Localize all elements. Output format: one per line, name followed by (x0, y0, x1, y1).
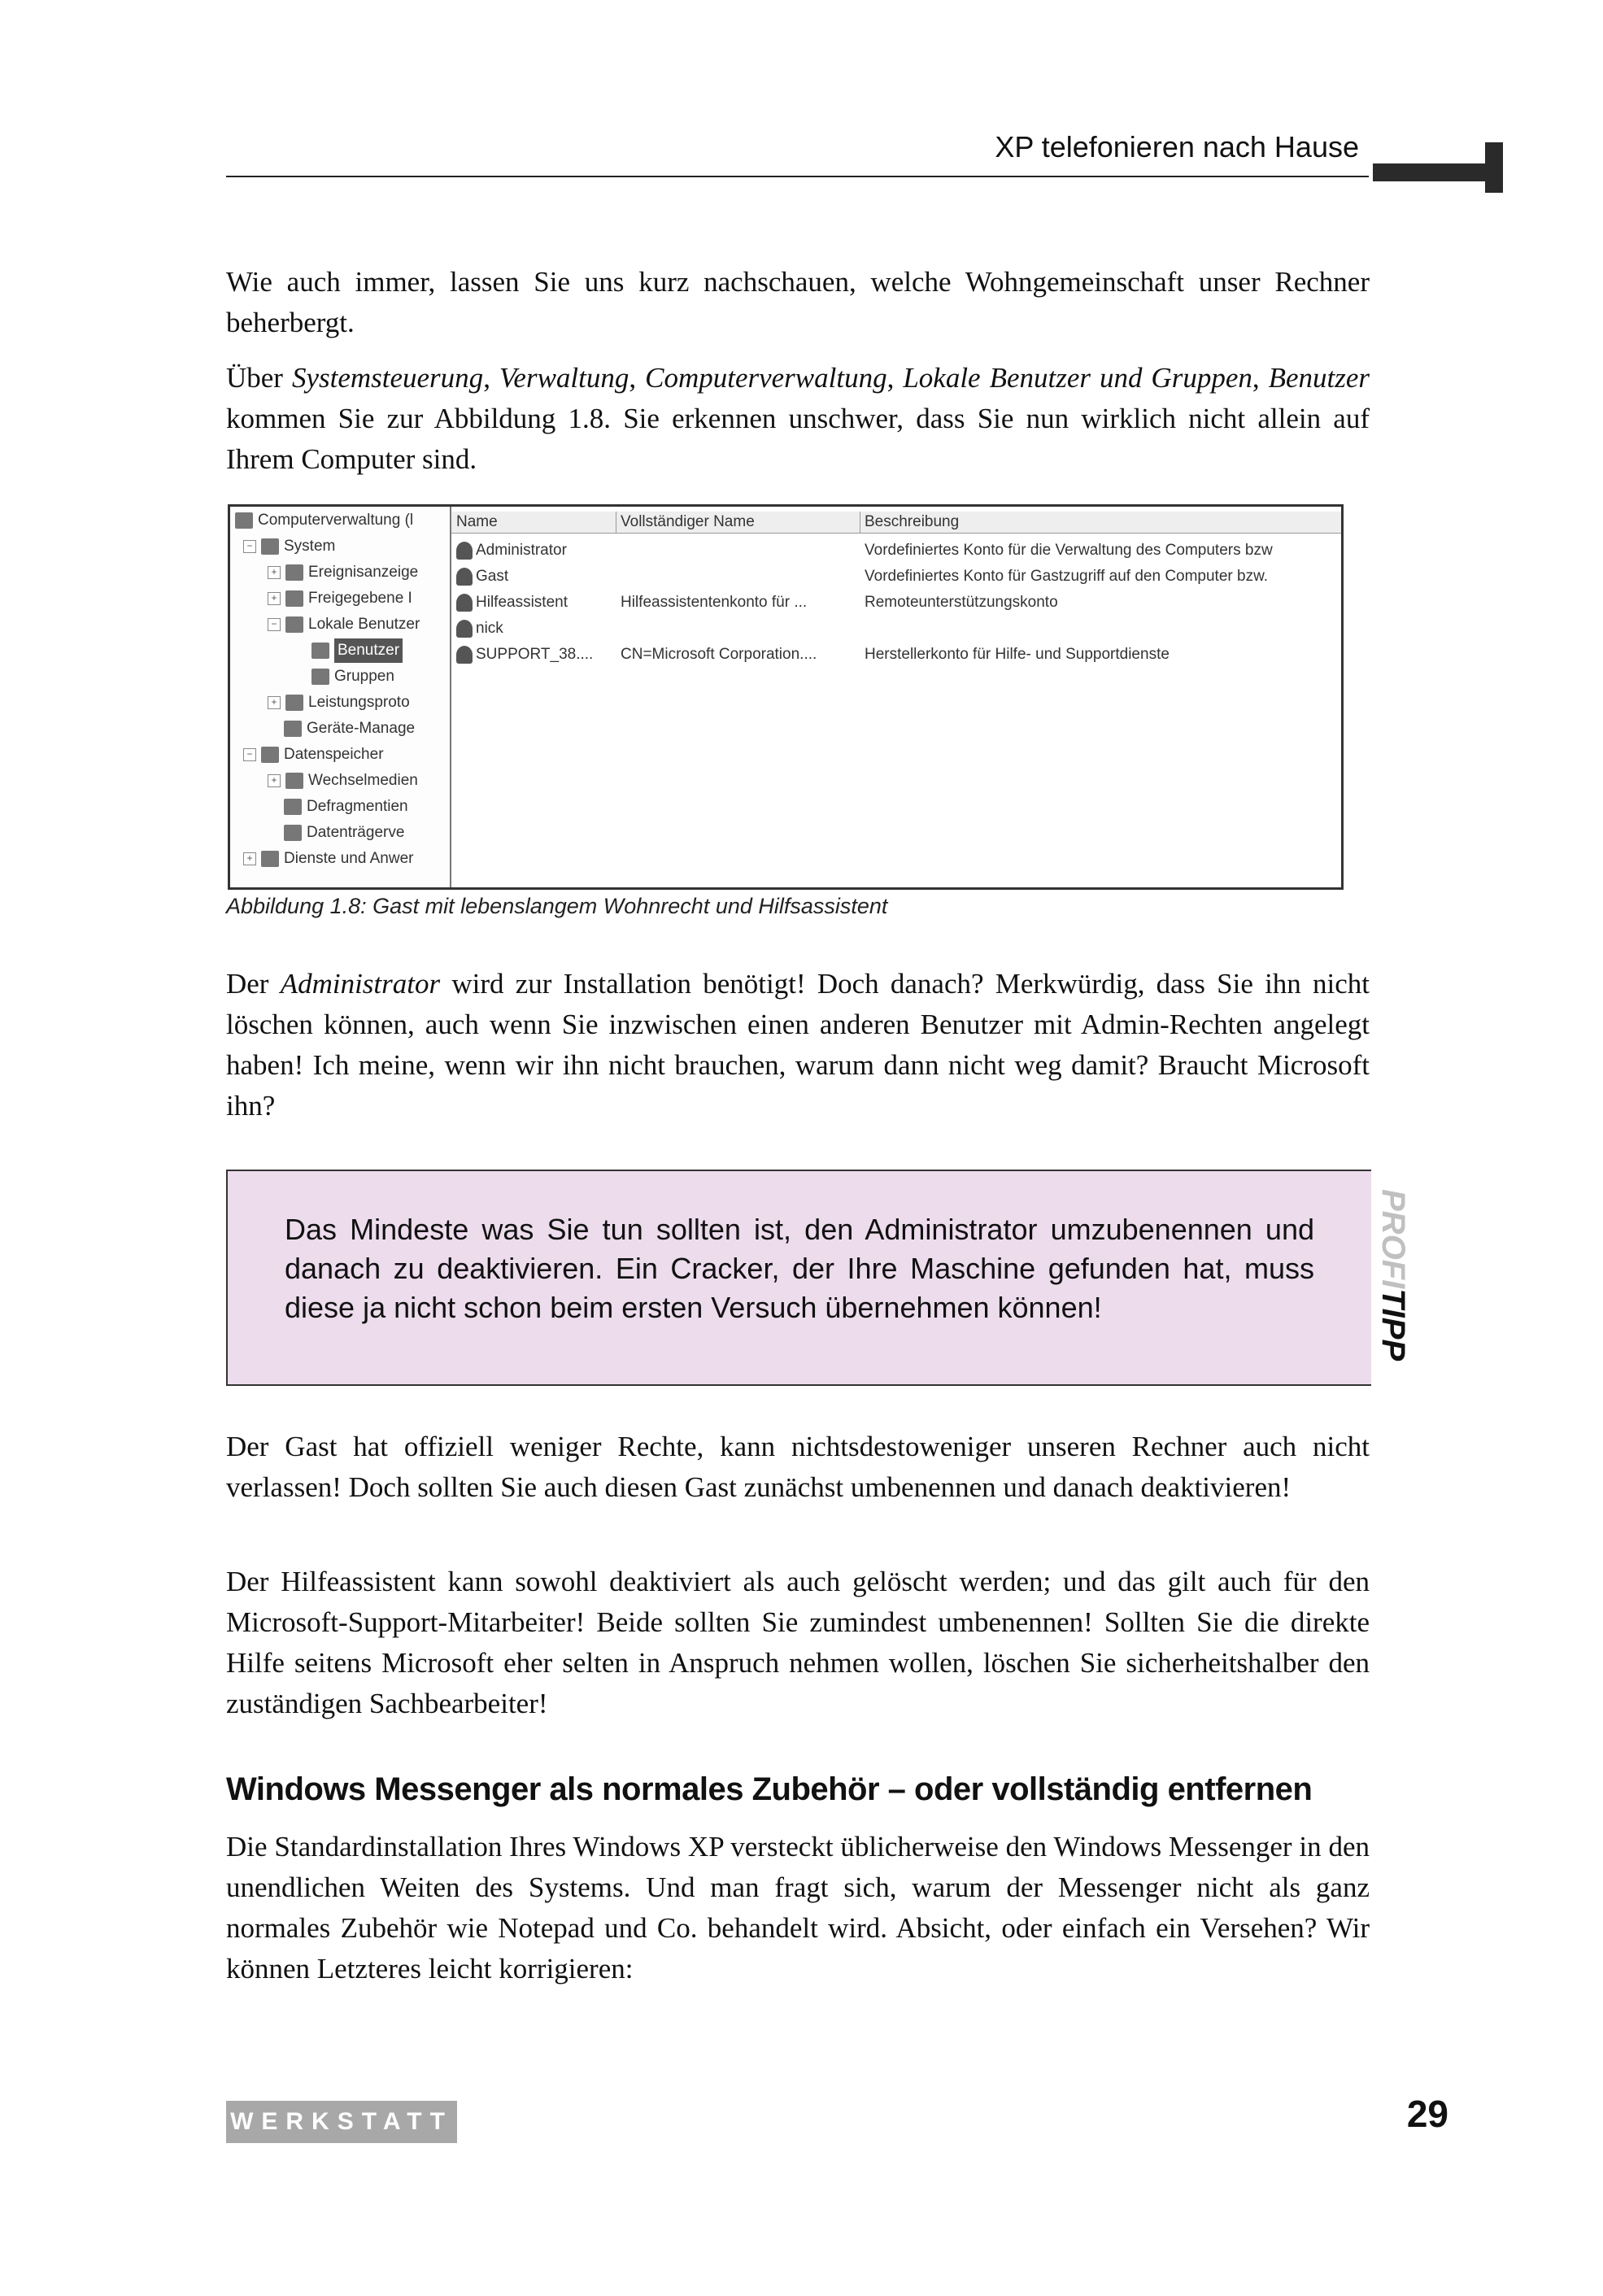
italic-term: Lokale Benutzer und Gruppen (903, 362, 1252, 394)
removable-media-icon (285, 773, 303, 789)
user-name: Gast (476, 568, 509, 585)
tree-label: Gruppen (334, 668, 394, 685)
table-row[interactable] (451, 538, 1341, 564)
section-heading: Windows Messenger als normales Zubehör – oder vollständig entfernen (226, 1771, 1313, 1807)
column-header-name[interactable]: Name (451, 512, 616, 533)
collapse-icon[interactable]: − (243, 748, 256, 761)
italic-term: Administrator (280, 968, 441, 1000)
tree-item-event-viewer[interactable] (268, 560, 418, 585)
paragraph-path (226, 358, 1370, 480)
header-bar (1373, 163, 1488, 181)
text-run: , (1252, 362, 1269, 394)
user-icon (456, 646, 473, 664)
tree-label: System (284, 538, 336, 555)
user-name: Hilfeassistent (476, 594, 568, 611)
disk-icon (284, 825, 302, 841)
cell-fullname: CN=Microsoft Corporation.... (621, 646, 817, 663)
text-run: Über (226, 362, 292, 394)
tree-item-defragment[interactable] (284, 795, 408, 819)
cell-description: Herstellerkonto für Hilfe- und Supportdienste (865, 646, 1170, 663)
figure-caption: Abbildung 1.8: Gast mit lebenslangem Wohnrecht und Hilfsassistent (226, 894, 888, 918)
tip-label-profi: PROFI (1375, 1189, 1411, 1289)
folder-icon (285, 590, 303, 607)
expand-icon[interactable]: + (268, 592, 281, 605)
header-rule (226, 176, 1369, 177)
tree-label: Benutzer (334, 638, 403, 663)
page-number: 29 (1406, 2093, 1448, 2135)
tree-pane (230, 507, 451, 887)
paragraph-messenger: Die Standardinstallation Ihres Windows XP versteckt üblicherweise den Windows Messenger in den unendlichen Weiten des Systems. Und man fragt sich, warum der Messenger nicht als ganz normales Zubehör wie Notepad und Co. behandelt wird. Absicht, oder einfach ein Versehen? Wir können Letzteres leicht korrigieren: (226, 1831, 1370, 1984)
tree-item-shared-folders[interactable] (268, 586, 412, 611)
figure-screenshot (228, 504, 1344, 890)
tree-label: Computerverwaltung (l (258, 512, 414, 529)
column-header-description[interactable]: Beschreibung (865, 513, 960, 530)
cell-description: Vordefiniertes Konto für die Verwaltung des Computers bzw (865, 542, 1273, 559)
italic-term: Systemsteuerung (291, 362, 484, 394)
paragraph-helpassistant: Der Hilfeassistent kann sowohl deaktiviert als auch gelöscht werden; und das gilt auch für den Microsoft-Support-Mitarbeiter! Beide sollten Sie zumindest umbenennen! Sollten Sie die direkte Hilfe seitens Microsoft eher selten in Anspruch nehmen wollen, löschen Sie sicherheitshalber den zuständigen Sachbearbeiter! (226, 1566, 1370, 1719)
text-run: , (629, 362, 646, 394)
tree-item-device-manager[interactable] (284, 717, 415, 741)
user-icon (456, 568, 473, 586)
tree-label: Dienste und Anwer (284, 850, 414, 867)
cell-description: Remoteunterstützungskonto (865, 594, 1058, 611)
column-header-fullname[interactable]: Vollständiger Name (616, 512, 860, 533)
user-icon (456, 594, 473, 612)
device-manager-icon (284, 721, 302, 737)
text-run: wird zur Installation benötigt! Doch danach? Merkwürdig, dass Sie ihn nicht löschen können, auch wenn Sie inzwischen einen anderen Benutzer mit Admin-Rechten angelegt haben! Ich meine, wenn wir ihn nicht brauchen, warum dann nicht weg damit? Braucht Microsoft ihn? (226, 968, 1370, 1122)
tree-item-storage[interactable] (243, 743, 384, 767)
tree-item-local-users[interactable] (268, 612, 420, 637)
tree-label: Freigegebene I (308, 590, 412, 607)
table-row[interactable] (451, 616, 1341, 642)
tree-item-groups[interactable] (311, 664, 394, 689)
text-run: Der (226, 968, 281, 1000)
footer-badge: WERKSTATT (226, 2101, 457, 2143)
italic-term: Verwaltung (499, 362, 629, 394)
user-name: Administrator (476, 542, 567, 559)
cell-name (456, 616, 616, 642)
user-icon (456, 542, 473, 560)
italic-term: Computerverwaltung (645, 362, 887, 394)
tip-label-tipp: TIPP (1375, 1288, 1411, 1361)
paragraph-administrator (226, 964, 1370, 1126)
cell-name (456, 642, 616, 668)
tree-label: Ereignisanzeige (308, 564, 419, 581)
defragment-icon (284, 799, 302, 815)
cell-name (456, 590, 616, 616)
tip-text: Das Mindeste was Sie tun sollten ist, den Administrator umzubenennen und danach zu deaktivieren. Ein Cracker, der Ihre Maschine gefunden hat, muss diese ja nicht schon beim ersten Versuch übernehmen können! (285, 1213, 1314, 1324)
tip-label (1373, 1189, 1414, 1384)
cell-name (456, 538, 616, 564)
computer-icon (235, 512, 253, 529)
tree-item-services[interactable] (243, 847, 414, 871)
table-row[interactable] (451, 564, 1341, 590)
tree-item-users-selected[interactable] (311, 638, 403, 663)
header-corner (1485, 142, 1503, 193)
users-icon (285, 616, 303, 633)
tree-item-root[interactable] (235, 508, 413, 533)
table-row[interactable] (451, 590, 1341, 616)
tree-label: Datenträgerve (307, 824, 405, 841)
running-header-title: XP telefonieren nach Hause (995, 130, 1359, 163)
paragraph-intro: Wie auch immer, lassen Sie uns kurz nachschauen, welche Wohngemeinschaft unser Rechner beherbergt. (226, 266, 1370, 338)
text-run: , (483, 362, 499, 394)
tree-item-removable-media[interactable] (268, 769, 418, 793)
user-name: nick (476, 620, 503, 637)
storage-icon (261, 747, 279, 763)
paragraph-guest: Der Gast hat offiziell weniger Rechte, kann nichtsdestoweniger unseren Rechner auch nicht verlassen! Doch sollten Sie auch diesen Gast zunächst umbenennen und danach deaktivieren! (226, 1431, 1370, 1503)
tip-box (226, 1170, 1371, 1386)
cell-name (456, 564, 616, 590)
tree-label: Datenspeicher (284, 746, 384, 763)
table-row[interactable] (451, 642, 1341, 668)
tree-item-system[interactable] (243, 534, 335, 559)
performance-icon (285, 695, 303, 711)
tree-label: Geräte-Manage (307, 720, 416, 737)
text-run: kommen Sie zur Abbildung 1.8. Sie erkennen unschwer, dass Sie nun wirklich nicht allein auf Ihrem Computer sind. (226, 403, 1370, 475)
tree-item-performance[interactable] (268, 691, 410, 715)
tree-label: Lokale Benutzer (308, 616, 420, 633)
list-header (451, 512, 1341, 534)
expand-icon[interactable]: + (268, 566, 281, 579)
collapse-icon[interactable]: − (268, 618, 281, 631)
expand-icon[interactable]: + (268, 774, 281, 787)
tree-label: Wechselmedien (308, 772, 418, 789)
event-viewer-icon (285, 564, 303, 581)
expand-icon[interactable]: + (268, 696, 281, 709)
tree-item-disk-management[interactable] (284, 821, 404, 845)
tools-icon (261, 538, 279, 555)
user-name: SUPPORT_38.... (476, 646, 594, 663)
user-icon (456, 620, 473, 638)
cell-description: Vordefiniertes Konto für Gastzugriff auf den Computer bzw. (865, 568, 1269, 585)
tree-label: Leistungsproto (308, 694, 410, 711)
services-icon (261, 851, 279, 867)
user-list-pane (451, 507, 1341, 887)
cell-fullname: Hilfeassistentenkonto für ... (621, 594, 808, 611)
tree-label: Defragmentien (307, 798, 408, 815)
collapse-icon[interactable]: − (243, 540, 256, 553)
folder-icon (311, 669, 329, 685)
expand-icon[interactable]: + (243, 852, 256, 865)
folder-icon (311, 643, 329, 659)
italic-term: Benutzer (1268, 362, 1370, 394)
text-run: , (886, 362, 904, 394)
